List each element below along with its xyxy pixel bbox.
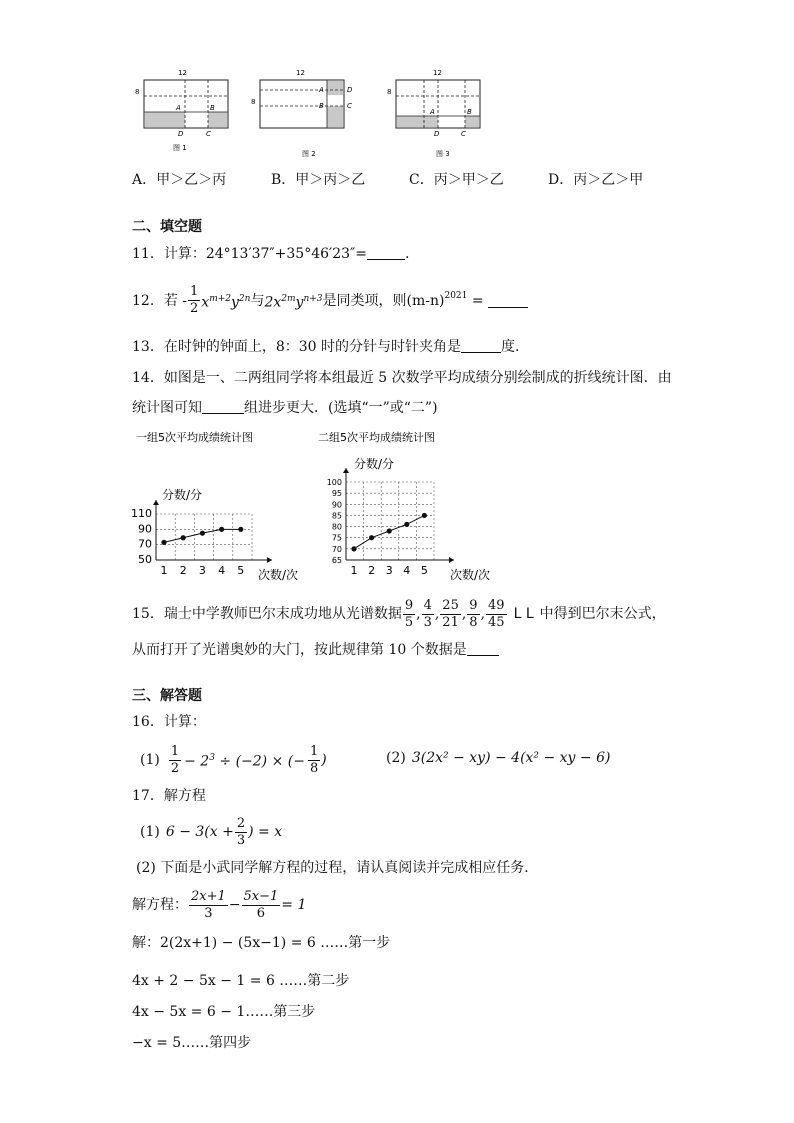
q17-title: 17．解方程 — [132, 788, 206, 804]
q13-text: 13．在时钟的钟面上，8：30 时的分针与时针夹角是 — [132, 339, 461, 355]
data-point — [422, 513, 427, 518]
fig2-point-c: C — [347, 102, 352, 110]
q15-ellipsis: L L — [513, 606, 534, 622]
q15-comma: , — [480, 606, 486, 622]
q15-fraction: $\frac{4}{3}$ — [423, 597, 432, 630]
q12-prefix: 12．若 - — [132, 292, 187, 309]
fig1-point-c: C — [206, 130, 211, 138]
question-11 — [132, 244, 409, 264]
q16-p2-expr: 3(2x² − xy) − 4(x² − xy − 6) — [411, 750, 611, 766]
data-point — [161, 540, 166, 545]
q12-term2: $2x^{2m}y^{n+3}$ — [264, 293, 323, 311]
q12-mid2: 是同类项，则(m-n) — [322, 292, 445, 309]
option-a: A．甲＞乙＞丙 — [132, 172, 227, 188]
data-point — [200, 531, 205, 536]
y-tick-label: 80 — [331, 522, 342, 532]
question-15-line-2 — [132, 640, 499, 660]
y-tick-label: 110 — [131, 507, 152, 520]
y-tick-label: 85 — [331, 511, 342, 521]
q17-step-3: 4x − 5x = 6 − 1……第三步 — [132, 1004, 316, 1020]
q15-fraction: $\frac{9}{8}$ — [469, 597, 478, 630]
q15-comma: , — [461, 606, 467, 622]
q15-prefix: 15．瑞士中学教师巴尔末成功地从光谱数据 — [132, 606, 402, 622]
fig3-point-a: A — [430, 108, 435, 116]
q15-fraction: $\frac{49}{45}$ — [488, 597, 505, 630]
fig2-caption: 图 2 — [302, 150, 316, 158]
q11-suffix: . — [404, 246, 410, 262]
y-axis-arrow — [153, 500, 159, 505]
q14-blank[interactable] — [202, 399, 244, 414]
q17-eq-label: 解方程： — [132, 897, 188, 913]
q17-step-2: 4x + 2 − 5x − 1 = 6 ……第二步 — [132, 973, 350, 989]
q12-fraction: $\frac{1}{2}$ — [190, 284, 199, 316]
q11-text: 11．计算：24°13′37″+35°46′23″= — [132, 246, 367, 262]
q15-suffix: 中得到巴尔末公式， — [539, 606, 666, 622]
fig1-caption: 图 1 — [173, 144, 187, 152]
q15-comma: , — [416, 606, 421, 622]
y-tick-label: 70 — [331, 544, 342, 554]
x-tick-label: 4 — [403, 564, 411, 577]
q14-line-1: 14．如图是一、二两组同学将本组最近 5 次数学平均成绩分别绘制成的折线统计图．由 — [132, 370, 672, 386]
q14-line2-a: 统计图可知 — [132, 400, 202, 416]
x-axis-label: 次数/次 — [258, 568, 299, 582]
fig3-caption: 图 3 — [436, 150, 450, 158]
q12-mid: 与 — [250, 292, 265, 309]
q11-blank[interactable] — [367, 245, 405, 260]
fig1-width-label: 12 — [178, 69, 187, 77]
data-point — [219, 527, 224, 532]
section-3-title: 三、解答题 — [132, 688, 202, 704]
q15-fraction: $\frac{9}{5}$ — [404, 597, 414, 630]
group-2-line-chart — [316, 426, 506, 586]
q14-line2-b: 组进步更大．(选填“一”或“二”) — [244, 400, 438, 416]
x-axis-arrow — [267, 557, 272, 563]
question-13 — [132, 337, 519, 357]
fig2-point-d: D — [347, 86, 353, 94]
fig3-point-c: C — [461, 130, 466, 138]
y-tick-label: 90 — [138, 522, 152, 536]
q15-line2: 从而打开了光谱奥妙的大门，按此规律第 10 个数据是 — [132, 642, 467, 658]
figure-2 — [251, 69, 353, 158]
q16-part-2 — [386, 748, 610, 768]
y-axis-label: 分数/分 — [162, 488, 203, 502]
option-c: C．丙＞甲＞乙 — [409, 172, 504, 188]
fig3-width-label: 12 — [433, 69, 442, 77]
q16-p1-label: (1) — [140, 752, 160, 768]
y-axis-label: 分数/分 — [354, 457, 395, 471]
fig3-point-b: B — [467, 108, 472, 116]
fig2-point-a: A — [319, 86, 324, 94]
q17-equation: 解方程： $\frac{2x+1}{3}$ − $\frac{5x-1}{6}$ = 1 — [132, 888, 307, 921]
y-tick-label: 75 — [331, 533, 342, 543]
question-12 — [132, 284, 528, 317]
figure-1 — [135, 69, 228, 152]
fig2-point-b: B — [319, 102, 324, 110]
x-tick-label: 3 — [385, 564, 393, 577]
q13-suffix: 度. — [501, 339, 520, 355]
fig2-height-label: 8 — [251, 98, 256, 106]
x-tick-label: 1 — [160, 564, 168, 577]
q17-p1-label: (1) — [140, 824, 160, 840]
chart-title: 二组5次平均成绩统计图 — [318, 431, 435, 444]
fig1-point-d: D — [178, 130, 184, 138]
fig2-width-label: 12 — [296, 69, 305, 77]
q12-blank[interactable] — [488, 293, 528, 308]
q15-fractions — [402, 598, 508, 631]
y-tick-label: 100 — [326, 478, 342, 487]
y-tick-label: 50 — [138, 553, 152, 566]
group-1-line-chart — [128, 426, 314, 586]
q12-term1: $x^{m+2}y^{2n}$ — [201, 293, 251, 311]
q17-step-1: 解：2(2x+1) − (5x−1) = 6 ……第一步 — [132, 935, 391, 951]
data-point — [351, 546, 356, 551]
section-2-title: 二、填空题 — [132, 219, 202, 235]
chart-title: 一组5次平均成绩统计图 — [136, 431, 253, 444]
fig1-point-a: A — [176, 104, 181, 112]
x-axis-label: 次数/次 — [450, 568, 491, 582]
q15-comma: , — [434, 606, 440, 622]
q15-blank[interactable] — [467, 641, 499, 656]
fig3-height-label: 8 — [387, 88, 392, 96]
option-b: B．甲＞丙＞乙 — [271, 172, 366, 188]
q16-title: 16．计算： — [132, 714, 206, 730]
x-tick-label: 3 — [198, 564, 206, 577]
q15-fraction: $\frac{25}{21}$ — [442, 597, 459, 630]
y-tick-label: 90 — [331, 500, 342, 510]
q12-exponent: 2021 — [444, 291, 468, 301]
rectangle-figures — [128, 62, 500, 162]
x-tick-label: 2 — [179, 564, 187, 577]
y-tick-label: 70 — [138, 537, 152, 551]
y-tick-label: 65 — [331, 556, 342, 565]
fig3-point-d: D — [434, 130, 440, 138]
y-axis-arrow — [343, 468, 349, 473]
data-point — [387, 528, 392, 533]
x-tick-label: 2 — [368, 564, 376, 577]
x-tick-label: 5 — [237, 564, 245, 577]
x-tick-label: 4 — [218, 564, 226, 577]
q17-step-4: −x = 5……第四步 — [132, 1035, 252, 1051]
x-axis-arrow — [449, 557, 454, 563]
data-point — [369, 535, 374, 540]
data-point — [404, 522, 409, 527]
q16-part-1: (1) $\frac{1}{2}$ − $2^3 \div (-2)$ × (− $\frac{1}{8}$ ) — [140, 743, 327, 776]
figure-3 — [387, 69, 480, 158]
q12-eq: = — [467, 292, 489, 309]
data-point — [238, 527, 243, 532]
y-tick-label: 95 — [331, 489, 342, 499]
fig1-height-label: 8 — [135, 88, 140, 96]
q13-blank[interactable] — [461, 338, 501, 353]
question-15-line-1 — [132, 594, 666, 634]
x-tick-label: 5 — [420, 564, 428, 577]
q17-part-2-text: (2) 下面是小武同学解方程的过程，请认真阅读并完成相应任务． — [136, 860, 539, 876]
q14-line-2 — [132, 398, 438, 418]
option-d: D．丙＞乙＞甲 — [548, 172, 644, 188]
fig1-point-b: B — [210, 104, 215, 112]
q17-part-1: (1) 6 − 3(x + $\frac{2}{3}$ ) = x — [140, 815, 283, 848]
data-point — [181, 535, 186, 540]
x-tick-label: 1 — [350, 564, 358, 577]
q16-p2-label: (2) — [386, 750, 406, 766]
